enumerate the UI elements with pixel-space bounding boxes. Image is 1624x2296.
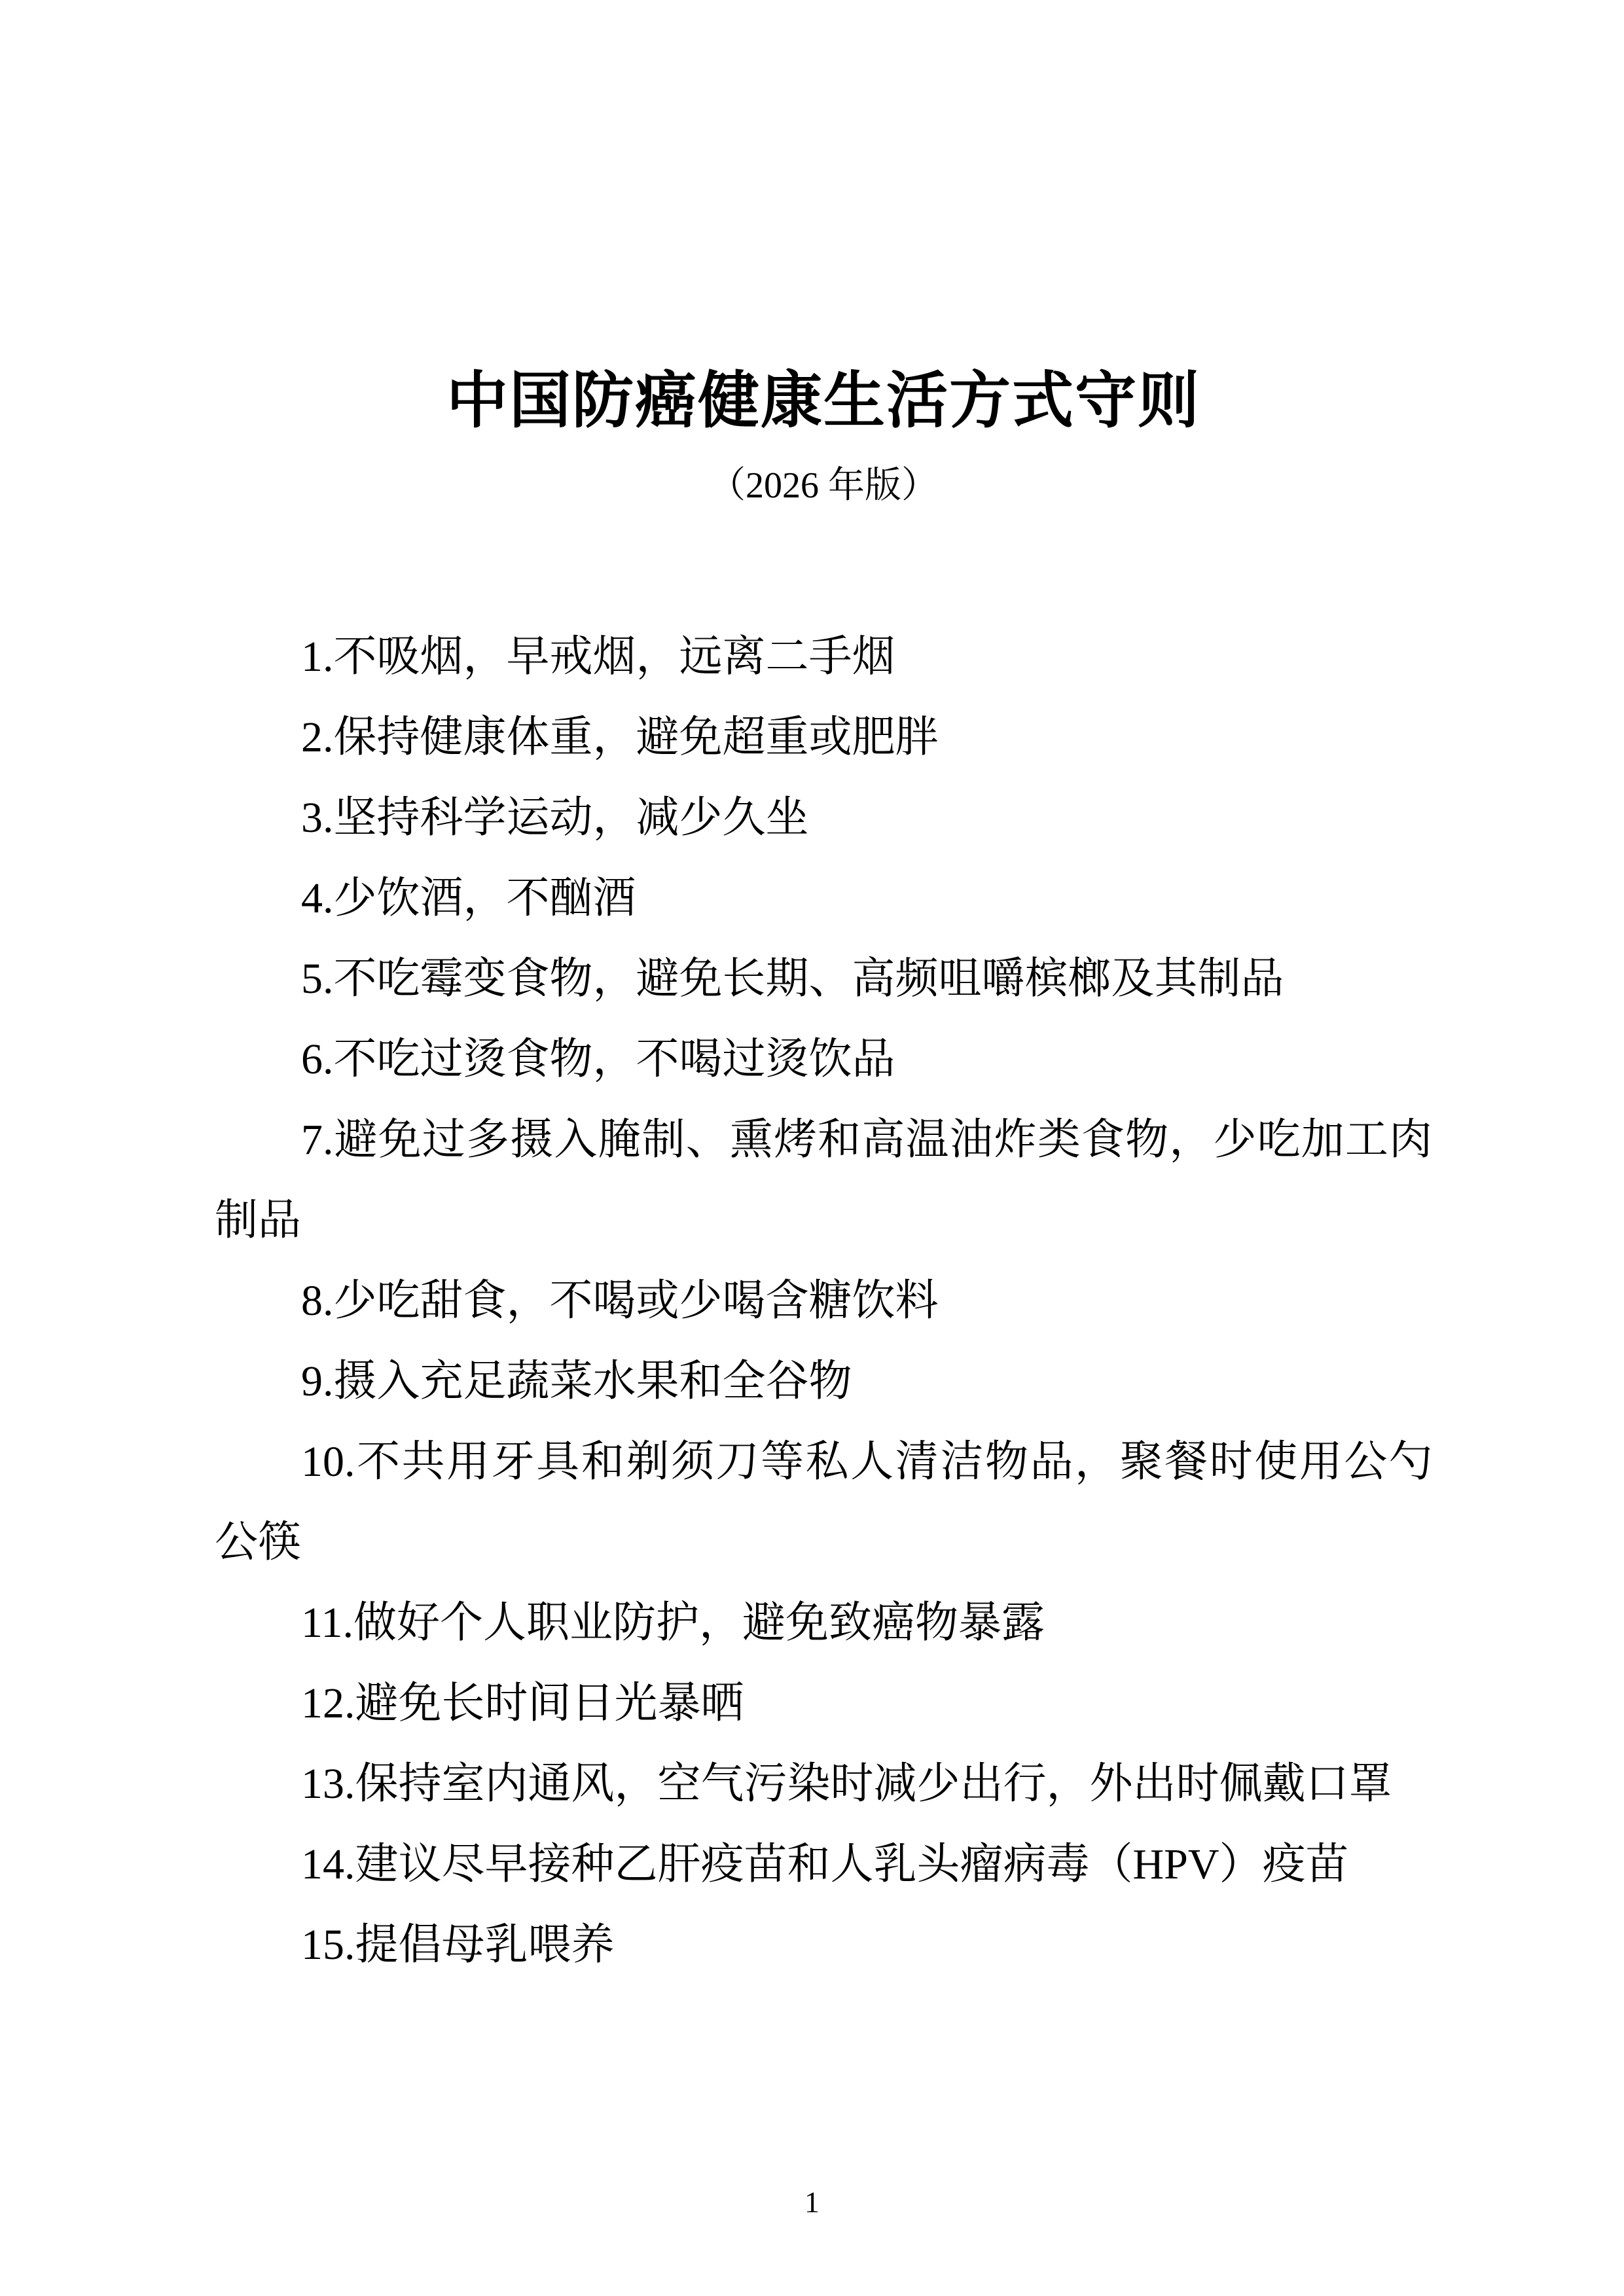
guideline-item: 11.做好个人职业防护，避免致癌物暴露	[301, 1599, 1045, 1647]
guideline-item: 10.不共用牙具和剃须刀等私人清洁物品，聚餐时使用公勺公筷	[215, 1438, 1432, 1566]
guideline-item: 12.避免长时间日光暴晒	[301, 1679, 744, 1727]
guideline-item: 14.建议尽早接种乙肝疫苗和人乳头瘤病毒（HPV）疫苗	[301, 1840, 1349, 1888]
guideline-item: 4.少饮酒，不酗酒	[301, 874, 636, 922]
guideline-item: 15.提倡母乳喂养	[301, 1921, 615, 1969]
guideline-item: 2.保持健康体重，避免超重或肥胖	[301, 713, 939, 761]
guideline-item: 6.不吃过烫食物，不喝过烫饮品	[301, 1035, 895, 1083]
guideline-list	[215, 617, 1432, 1985]
document-subtitle: （2026 年版）	[709, 465, 938, 506]
guideline-item: 5.不吃霉变食物，避免长期、高频咀嚼槟榔及其制品	[301, 955, 1284, 1003]
document-title: 中国防癌健康生活方式守则	[446, 366, 1200, 435]
guideline-item: 13.保持室内通风，空气污染时减少出行，外出时佩戴口罩	[301, 1760, 1392, 1808]
page-number: 1	[804, 2185, 820, 2219]
document-content	[215, 0, 1432, 1985]
guideline-item: 1.不吸烟，早戒烟，远离二手烟	[301, 633, 895, 681]
guideline-item: 8.少吃甜食，不喝或少喝含糖饮料	[301, 1277, 939, 1325]
guideline-item: 7.避免过多摄入腌制、熏烤和高温油炸类食物，少吃加工肉制品	[215, 1116, 1432, 1244]
guideline-item: 9.摄入充足蔬菜水果和全谷物	[301, 1357, 852, 1405]
guideline-item: 3.坚持科学运动，减少久坐	[301, 794, 809, 842]
